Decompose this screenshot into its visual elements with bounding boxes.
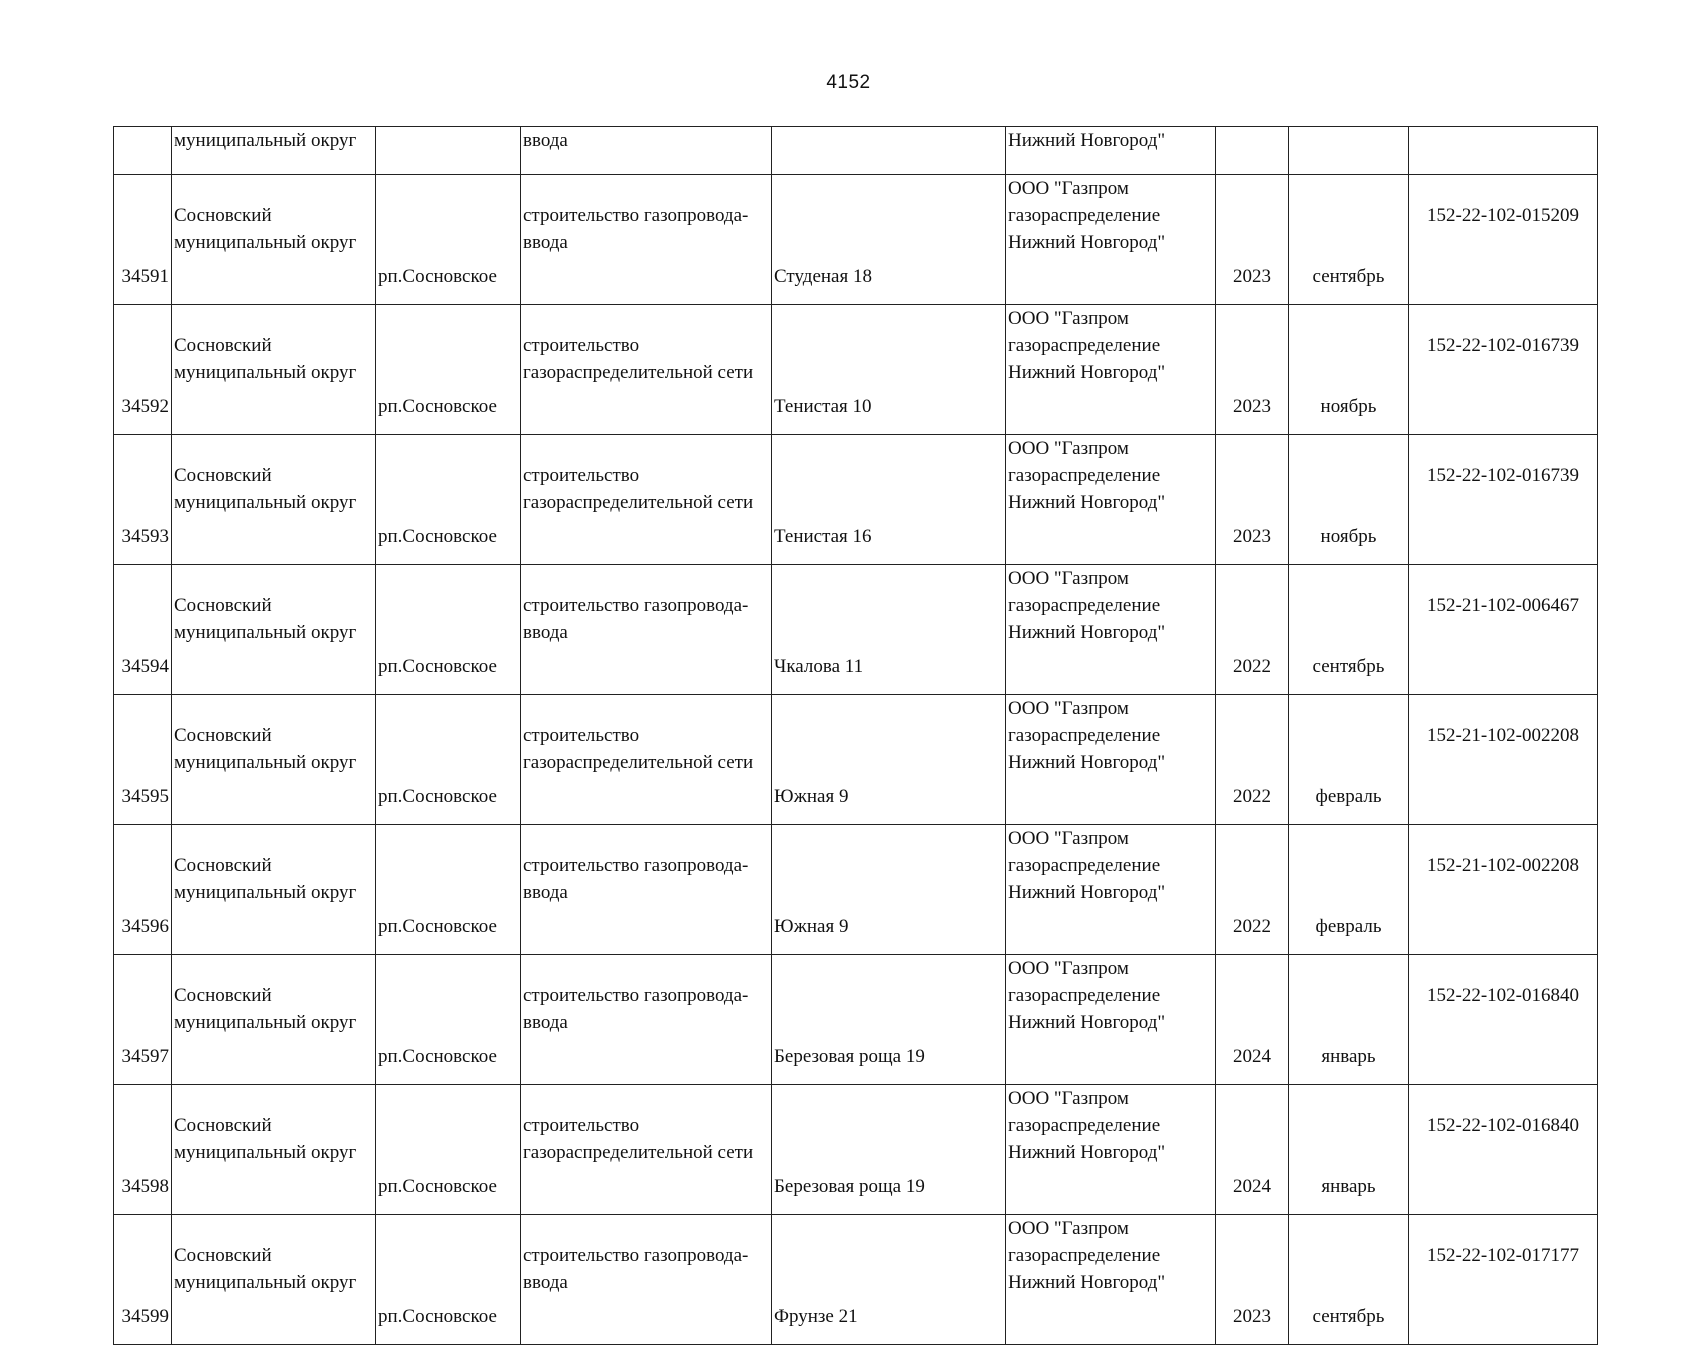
cell-district xyxy=(172,955,376,1085)
cell-year: 2023 xyxy=(1216,305,1289,435)
district-kind: муниципальный округ xyxy=(174,752,357,773)
work-type-line-2: ввода xyxy=(523,882,568,903)
cell-code: 152-22-102-017177 xyxy=(1409,1215,1598,1345)
cell-locality: рп.Сосновское xyxy=(376,1215,521,1345)
org-line-2: газораспределение xyxy=(1008,465,1161,486)
cell-code xyxy=(1409,127,1598,175)
cell-address: Тенистая 10 xyxy=(772,305,1006,435)
cell-org xyxy=(1006,695,1216,825)
cell-year: 2023 xyxy=(1216,175,1289,305)
cell-address: Студеная 18 xyxy=(772,175,1006,305)
org-line-3: Нижний Новгород" xyxy=(1008,492,1166,513)
cell-locality: рп.Сосновское xyxy=(376,435,521,565)
cell-locality: рп.Сосновское xyxy=(376,175,521,305)
cell-code: 152-21-102-002208 xyxy=(1409,695,1598,825)
org-line-3: Нижний Новгород" xyxy=(1008,232,1166,253)
org-line-2: газораспределение xyxy=(1008,1245,1161,1266)
table-row-continued xyxy=(114,127,1598,175)
district-kind: муниципальный округ xyxy=(174,622,357,643)
cell-type xyxy=(521,695,772,825)
cell-year: 2023 xyxy=(1216,435,1289,565)
org-line-1: ООО "Газпром xyxy=(1008,1218,1129,1239)
cell-code: 152-22-102-016739 xyxy=(1409,305,1598,435)
cell-org xyxy=(1006,1085,1216,1215)
work-type-line-2: ввода xyxy=(523,1272,568,1293)
district-kind: муниципальный округ xyxy=(174,492,357,513)
cell-org xyxy=(1006,565,1216,695)
table-row xyxy=(114,1085,1598,1215)
cell-org xyxy=(1006,435,1216,565)
cell-address: Фрунзе 21 xyxy=(772,1215,1006,1345)
cell-district xyxy=(172,1215,376,1345)
cell-year: 2022 xyxy=(1216,825,1289,955)
cell-num: 34598 xyxy=(114,1085,172,1215)
cell-type xyxy=(521,1085,772,1215)
org-line-3: Нижний Новгород" xyxy=(1008,882,1166,903)
cell-address: Чкалова 11 xyxy=(772,565,1006,695)
work-type-line-2: ввода xyxy=(523,232,568,253)
district-kind: муниципальный округ xyxy=(174,1142,357,1163)
cell-num xyxy=(114,127,172,175)
cell-num: 34591 xyxy=(114,175,172,305)
cell-district xyxy=(172,825,376,955)
work-type-line-1: строительство газопровода- xyxy=(523,205,749,226)
table-row xyxy=(114,305,1598,435)
work-type-line-1: строительство газопровода- xyxy=(523,595,749,616)
org-line-2: газораспределение xyxy=(1008,725,1161,746)
table-row xyxy=(114,695,1598,825)
cell-address xyxy=(772,127,1006,175)
cell-type xyxy=(521,825,772,955)
cell-year: 2022 xyxy=(1216,565,1289,695)
cell-code: 152-22-102-016739 xyxy=(1409,435,1598,565)
org-line-3: Нижний Новгород" xyxy=(1008,1012,1166,1033)
table-row xyxy=(114,175,1598,305)
cell-district xyxy=(172,565,376,695)
cell-type xyxy=(521,305,772,435)
cell-num: 34599 xyxy=(114,1215,172,1345)
cell-num: 34592 xyxy=(114,305,172,435)
cell-address: Южная 9 xyxy=(772,825,1006,955)
org-line-2: газораспределение xyxy=(1008,335,1161,356)
org-line-1: ООО "Газпром xyxy=(1008,958,1129,979)
cell-type: ввода xyxy=(521,127,772,175)
work-type-line-2: газораспределительной сети xyxy=(523,492,754,513)
cell-org xyxy=(1006,955,1216,1085)
cell-year: 2024 xyxy=(1216,1085,1289,1215)
cell-org xyxy=(1006,825,1216,955)
table-row xyxy=(114,565,1598,695)
district-name: Сосновский xyxy=(174,985,272,1006)
cell-locality: рп.Сосновское xyxy=(376,695,521,825)
cell-month: февраль xyxy=(1289,825,1409,955)
district-kind: муниципальный округ xyxy=(174,1272,357,1293)
cell-type xyxy=(521,565,772,695)
cell-num: 34596 xyxy=(114,825,172,955)
org-line-2: газораспределение xyxy=(1008,855,1161,876)
work-type-line-1: строительство газопровода- xyxy=(523,1245,749,1266)
work-type-line-2: газораспределительной сети xyxy=(523,362,754,383)
cell-year: 2023 xyxy=(1216,1215,1289,1345)
cell-locality: рп.Сосновское xyxy=(376,1085,521,1215)
cell-district xyxy=(172,435,376,565)
work-type-line-2: ввода xyxy=(523,622,568,643)
cell-org xyxy=(1006,305,1216,435)
cell-district xyxy=(172,1085,376,1215)
work-type-line-2: газораспределительной сети xyxy=(523,1142,754,1163)
cell-month: январь xyxy=(1289,955,1409,1085)
district-kind: муниципальный округ xyxy=(174,1012,357,1033)
cell-num: 34597 xyxy=(114,955,172,1085)
cell-month: сентябрь xyxy=(1289,1215,1409,1345)
cell-code: 152-22-102-015209 xyxy=(1409,175,1598,305)
org-line-2: газораспределение xyxy=(1008,1115,1161,1136)
cell-district xyxy=(172,695,376,825)
cell-code: 152-21-102-002208 xyxy=(1409,825,1598,955)
cell-org: Нижний Новгород" xyxy=(1006,127,1216,175)
cell-locality: рп.Сосновское xyxy=(376,825,521,955)
cell-month: февраль xyxy=(1289,695,1409,825)
cell-address: Тенистая 16 xyxy=(772,435,1006,565)
org-line-3: Нижний Новгород" xyxy=(1008,622,1166,643)
cell-type xyxy=(521,955,772,1085)
cell-type xyxy=(521,175,772,305)
district-name: Сосновский xyxy=(174,855,272,876)
org-line-1: ООО "Газпром xyxy=(1008,828,1129,849)
cell-code: 152-22-102-016840 xyxy=(1409,1085,1598,1215)
org-line-1: ООО "Газпром xyxy=(1008,1088,1129,1109)
org-line-1: ООО "Газпром xyxy=(1008,438,1129,459)
district-kind: муниципальный округ xyxy=(174,362,357,383)
cell-address: Южная 9 xyxy=(772,695,1006,825)
org-line-2: газораспределение xyxy=(1008,595,1161,616)
district-name: Сосновский xyxy=(174,595,272,616)
cell-year: 2022 xyxy=(1216,695,1289,825)
cell-locality: рп.Сосновское xyxy=(376,305,521,435)
cell-district xyxy=(172,175,376,305)
table-row xyxy=(114,435,1598,565)
district-name: Сосновский xyxy=(174,465,272,486)
org-line-3: Нижний Новгород" xyxy=(1008,752,1166,773)
work-type-line-1: строительство газопровода- xyxy=(523,855,749,876)
cell-locality: рп.Сосновское xyxy=(376,565,521,695)
work-type-line-1: строительство газопровода- xyxy=(523,985,749,1006)
district-name: Сосновский xyxy=(174,335,272,356)
cell-locality: рп.Сосновское xyxy=(376,955,521,1085)
district-name: Сосновский xyxy=(174,725,272,746)
work-type-line-1: строительство xyxy=(523,335,640,356)
registry-table xyxy=(113,126,1598,1345)
work-type-line-2: газораспределительной сети xyxy=(523,752,754,773)
cell-month xyxy=(1289,127,1409,175)
cell-type xyxy=(521,435,772,565)
cell-address: Березовая роща 19 xyxy=(772,1085,1006,1215)
district-name: Сосновский xyxy=(174,1115,272,1136)
work-type-line-2: ввода xyxy=(523,1012,568,1033)
org-line-1: ООО "Газпром xyxy=(1008,308,1129,329)
cell-month: сентябрь xyxy=(1289,565,1409,695)
cell-year: 2024 xyxy=(1216,955,1289,1085)
cell-month: ноябрь xyxy=(1289,435,1409,565)
district-name: Сосновский xyxy=(174,1245,272,1266)
district-kind: муниципальный округ xyxy=(174,882,357,903)
cell-month: сентябрь xyxy=(1289,175,1409,305)
table-row xyxy=(114,1215,1598,1345)
org-line-2: газораспределение xyxy=(1008,985,1161,1006)
table-row xyxy=(114,825,1598,955)
cell-district xyxy=(172,305,376,435)
org-line-3: Нижний Новгород" xyxy=(1008,1272,1166,1293)
cell-type xyxy=(521,1215,772,1345)
work-type-line-1: строительство xyxy=(523,1115,640,1136)
work-type-line-1: строительство xyxy=(523,725,640,746)
org-line-3: Нижний Новгород" xyxy=(1008,1142,1166,1163)
district-kind: муниципальный округ xyxy=(174,232,357,253)
org-line-1: ООО "Газпром xyxy=(1008,568,1129,589)
cell-org xyxy=(1006,175,1216,305)
work-type-line-1: строительство xyxy=(523,465,640,486)
district-name: Сосновский xyxy=(174,205,272,226)
cell-month: ноябрь xyxy=(1289,305,1409,435)
cell-num: 34595 xyxy=(114,695,172,825)
cell-month: январь xyxy=(1289,1085,1409,1215)
cell-address: Березовая роща 19 xyxy=(772,955,1006,1085)
cell-code: 152-22-102-016840 xyxy=(1409,955,1598,1085)
cell-num: 34593 xyxy=(114,435,172,565)
org-line-3: Нижний Новгород" xyxy=(1008,362,1166,383)
cell-locality xyxy=(376,127,521,175)
org-line-1: ООО "Газпром xyxy=(1008,178,1129,199)
cell-code: 152-21-102-006467 xyxy=(1409,565,1598,695)
cell-district: муниципальный округ xyxy=(172,127,376,175)
cell-org xyxy=(1006,1215,1216,1345)
org-line-1: ООО "Газпром xyxy=(1008,698,1129,719)
cell-num: 34594 xyxy=(114,565,172,695)
page-number: 4152 xyxy=(826,72,871,93)
org-line-2: газораспределение xyxy=(1008,205,1161,226)
table-row xyxy=(114,955,1598,1085)
cell-year xyxy=(1216,127,1289,175)
